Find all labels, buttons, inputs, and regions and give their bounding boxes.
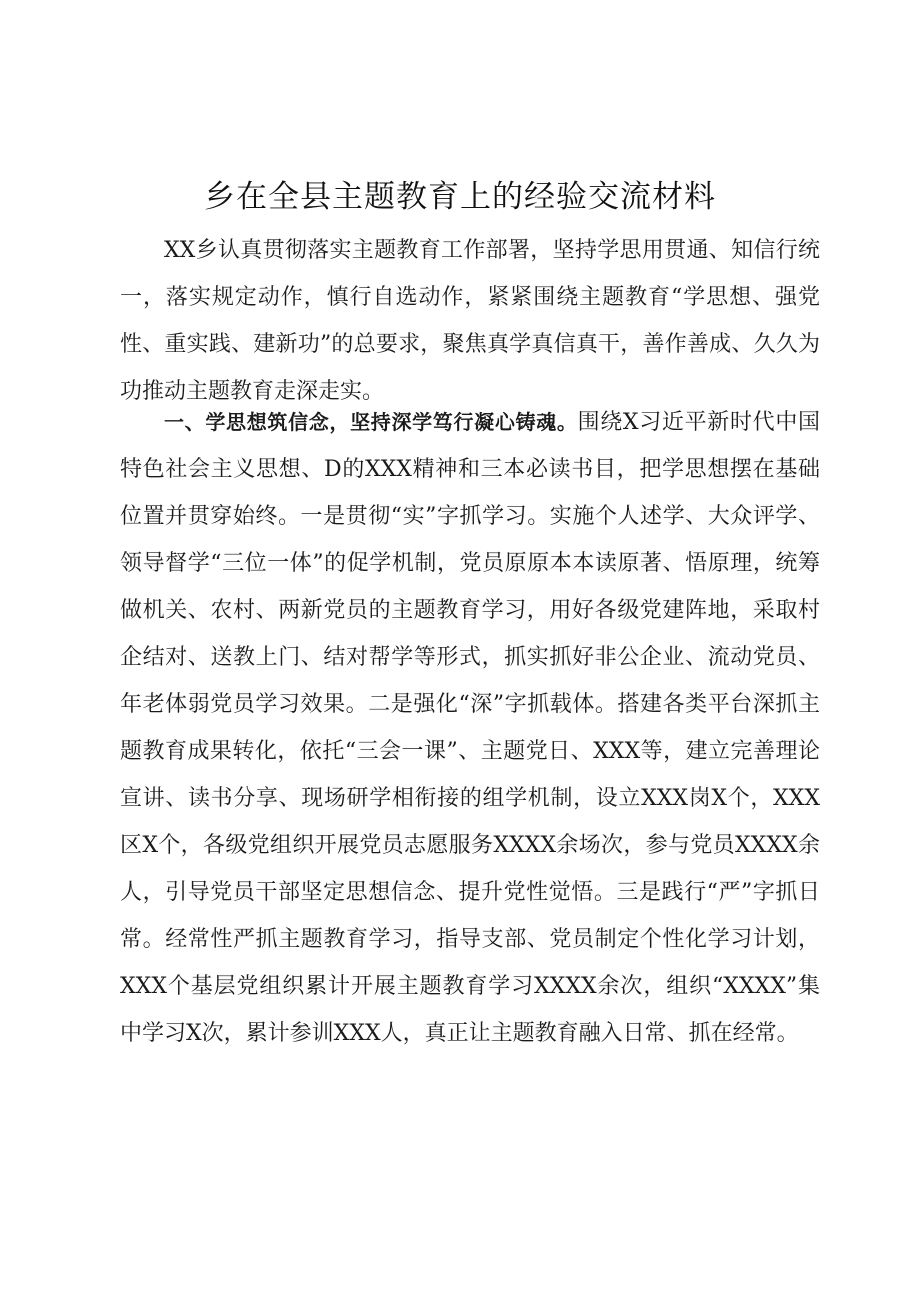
document-title: 乡在全县主题教育上的经验交流材料 [204, 179, 716, 215]
section-1-heading: 一、学思想筑信念，坚持深学笃行凝心铸魂。 [164, 410, 578, 434]
section-1-body: 围绕X习近平新时代中国特色社会主义思想、D的XXX精神和三本必读书目，把学思想摆在基础位置并贯穿始终。一是贯彻“实”字抓学习。实施个人述学、大众评学、领导督学“三位一体”的促学机制，党员原原本本读原著、悟原理，统筹做机关、农村、两新党员的主题教育学习，用好各级党建阵地，采取村企结对、送教上门、结对帮学等形式，抓实抓好非公企业、流动党员、年老体弱党员学习效果。二是强化“深”字抓载体。搭建各类平台深抓主题教育成果转化，依托“三会一课”、主题党日、XXX等，建立完善理论宣讲、读书分享、现场研学相衔接的组学机制，设立XXX岗X个，XXX区X个，各级党组织开展党员志愿服务XXXX余场次，参与党员XXXX余人，引导党员干部坚定思想信念、提升党性觉悟。三是践行“严”字抓日常。经常性严抓主题教育学习，指导支部、党员制定个性化学习计划，XXX个基层党组织累计开展主题教育学习XXXX余次，组织“XXXX”集中学习X次，累计参训XXX人，真正让主题教育融入日常、抓在经常。 [120, 410, 821, 1046]
section-1-paragraph [120, 399, 820, 1057]
intro-paragraph: XX乡认真贯彻落实主题教育工作部署，坚持学思用贯通、知信行统一，落实规定动作，慎行自选动作，紧紧围绕主题教育“学思想、强党性、重实践、建新功”的总要求，聚焦真学真信真干，善作善成、久久为功推动主题教育走深走实。 [120, 238, 820, 404]
